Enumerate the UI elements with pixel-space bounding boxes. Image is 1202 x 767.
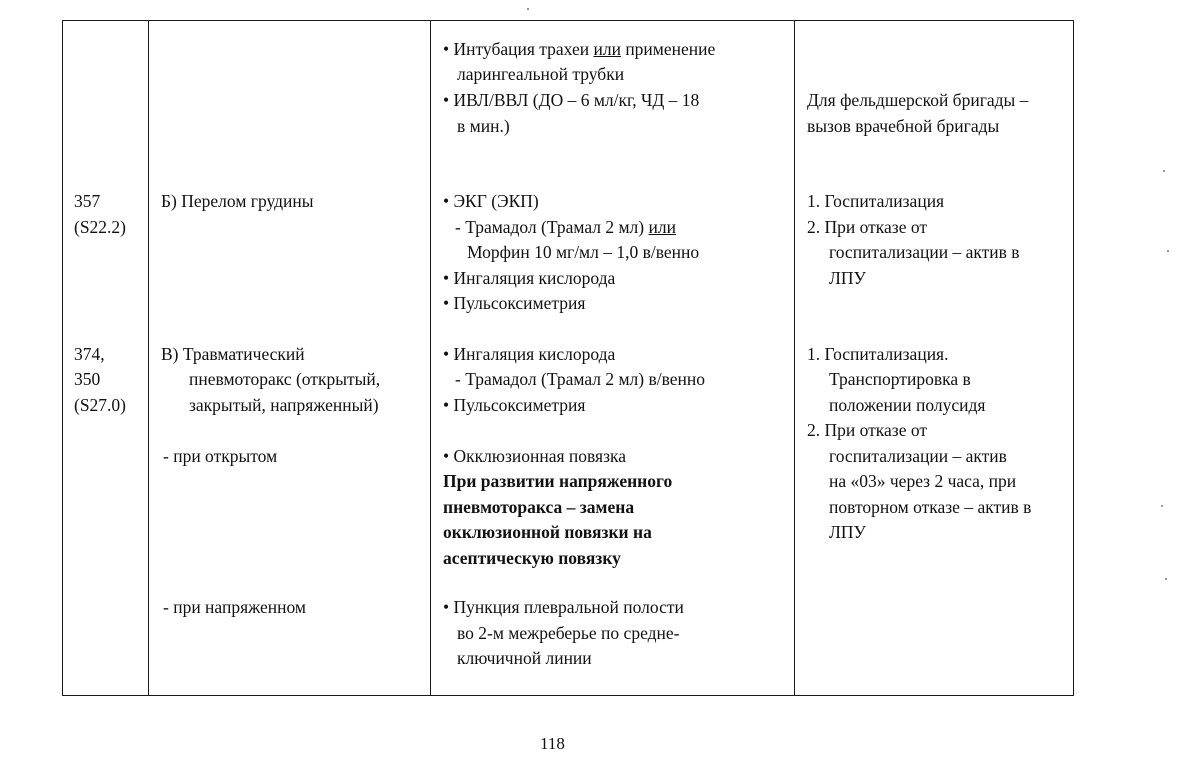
treatment-line: • Интубация трахеи или применение xyxy=(443,39,716,59)
treatment-line: ларингеальной трубки xyxy=(457,64,625,84)
diagnosis: Б) Перелом грудины xyxy=(161,191,314,211)
treatment-line: ключичной линии xyxy=(457,648,592,668)
warning-text: При развитии напряженного xyxy=(443,471,673,491)
note-line: ЛПУ xyxy=(829,268,866,288)
treatment-line: • Ингаляция кислорода xyxy=(443,344,616,364)
note-line: 1. Госпитализация xyxy=(807,191,945,211)
icd-code: 357 xyxy=(74,191,101,211)
icd-code: 374, xyxy=(74,344,105,364)
icd-code: (S22.2) xyxy=(74,217,127,237)
warning-text: асептическую повязку xyxy=(443,548,621,568)
icd-code: (S27.0) xyxy=(74,395,127,415)
treatment-line: Морфин 10 мг/мл – 1,0 в/венно xyxy=(467,242,700,262)
note-line: Транспортировка в xyxy=(829,369,971,389)
scan-speck xyxy=(1165,578,1167,580)
note-line: на «03» через 2 часа, при xyxy=(829,471,1017,491)
note-line: ЛПУ xyxy=(829,522,866,542)
note-line: 2. При отказе от xyxy=(807,217,928,237)
column-divider xyxy=(430,21,431,695)
treatment-line: • Пункция плевральной полости xyxy=(443,597,684,617)
scan-speck xyxy=(1167,250,1169,252)
diagnosis: закрытый, напряженный) xyxy=(189,395,379,415)
protocol-table xyxy=(62,20,1074,696)
icd-code: 350 xyxy=(74,369,101,389)
diagnosis: В) Травматический xyxy=(161,344,305,364)
note-line: госпитализации – актив в xyxy=(829,242,1020,262)
note-line: положении полусидя xyxy=(829,395,986,415)
diagnosis: пневмоторакс (открытый, xyxy=(189,369,381,389)
page-number: 118 xyxy=(540,734,565,753)
treatment-line: • Ингаляция кислорода xyxy=(443,268,616,288)
treatment-line: • ЭКГ (ЭКП) xyxy=(443,191,539,211)
treatment-line: • Пульсоксиметрия xyxy=(443,395,586,415)
warning-text: пневмоторакса – замена xyxy=(443,497,635,517)
column-divider xyxy=(148,21,149,695)
scan-speck xyxy=(1163,170,1165,172)
treatment-line: • Окклюзионная повязка xyxy=(443,446,627,466)
treatment-line: в мин.) xyxy=(457,116,510,136)
note-line: вызов врачебной бригады xyxy=(807,116,1000,136)
column-divider xyxy=(794,21,795,695)
note-line: 1. Госпитализация. xyxy=(807,344,949,364)
scan-speck xyxy=(1161,505,1163,507)
note-line: Для фельдшерской бригады – xyxy=(807,90,1029,110)
diagnosis-subtype: - при напряженном xyxy=(163,597,306,617)
treatment-line: - Трамадол (Трамал 2 мл) или xyxy=(455,217,676,237)
scan-speck xyxy=(527,8,529,10)
note-line: 2. При отказе от xyxy=(807,420,928,440)
treatment-line: во 2-м межреберье по средне- xyxy=(457,623,680,643)
warning-text: окклюзионной повязки на xyxy=(443,522,652,542)
treatment-line: • Пульсоксиметрия xyxy=(443,293,586,313)
note-line: госпитализации – актив xyxy=(829,446,1007,466)
treatment-line: - Трамадол (Трамал 2 мл) в/венно xyxy=(455,369,706,389)
diagnosis-subtype: - при открытом xyxy=(163,446,278,466)
note-line: повторном отказе – актив в xyxy=(829,497,1032,517)
treatment-line: • ИВЛ/ВВЛ (ДО – 6 мл/кг, ЧД – 18 xyxy=(443,90,700,110)
